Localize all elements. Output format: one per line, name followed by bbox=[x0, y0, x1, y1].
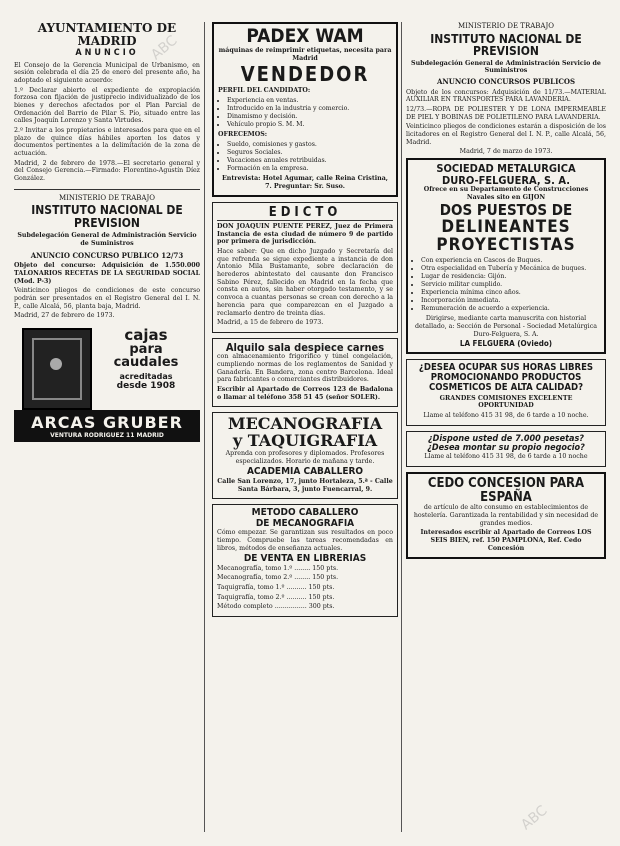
price-row: Método completo ................ 300 pts. bbox=[217, 603, 335, 611]
price-row: Taquigrafía, tomo 2.º .......... 150 pts. bbox=[217, 593, 335, 601]
ad-intro: Ofrece en su Departamento de Construcciones Navales sito en GIJON bbox=[423, 186, 589, 201]
list-item: • Formación en la empresa. bbox=[227, 165, 392, 173]
institute-subtitle: Subdelegación General de Administración Servicio de Suministros bbox=[17, 232, 197, 248]
metodo-ad bbox=[212, 504, 398, 617]
tender-text: 12/73.—ROPA DE POLIESTER Y DE LONA IMPERMEABLE DE PIEL Y BOBINAS DE POLIETILENO PARA LAVANDERIA. bbox=[406, 105, 606, 121]
brand-name: ARCAS GRUBER bbox=[31, 413, 183, 432]
column-left bbox=[14, 22, 200, 834]
concession-ad bbox=[406, 472, 606, 559]
ministry-label: MINISTERIO DE TRABAJO bbox=[457, 22, 555, 30]
notice-heading: DON JOAQUIN PUENTE PEREZ, Juez de Primera Instancia de esta ciudad de número 9 de partido por primera de jurisdicción. bbox=[217, 223, 393, 246]
tender-heading: ANUNCIO CONCURSOS PUBLICOS bbox=[436, 77, 576, 87]
notice-paragraph: 2.º Invitar a los propietarios e interesados para que en el plazo de quince días hábiles aporten los datos y documentos pertinentes a la delimitación de la zona de actuación. bbox=[14, 127, 200, 158]
safe-illustration bbox=[22, 328, 92, 410]
notice-paragraph: Madrid, 2 de febrero de 1978.—El secretario general y del Consejo Gerencia.—Firmado: Florentino-Agustín Díez González. bbox=[14, 159, 200, 183]
cosmetics-ad bbox=[406, 359, 606, 426]
list-item: • Servicio militar cumplido. bbox=[421, 281, 600, 289]
ad-headline: ¿DESEA OCUPAR SUS HORAS LIBRES PROMOCIONANDO PRODUCTOS COSMETICOS DE ALTA CALIDAD? bbox=[418, 361, 594, 393]
ministry-label: MINISTERIO DE TRABAJO bbox=[58, 193, 156, 202]
notice-paragraph: El Consejo de la Gerencia Municipal de Urbanismo, en sesión celebrada el día 25 de enero del presente año, ha adoptado el siguiente acuerdo: bbox=[14, 61, 200, 84]
company-name: DURO-FELGUERA, S. A. bbox=[442, 173, 570, 187]
ad-headline: ¿Dispone usted de 7.000 pesetas? bbox=[427, 433, 584, 444]
ad-headline: VENDEDOR bbox=[240, 62, 370, 87]
section-label: PERFIL DEL CANDIDATO: bbox=[218, 87, 311, 95]
list-item: • Remuneración de acuerdo a experiencia. bbox=[421, 305, 600, 313]
ad-title: DE MECANOGRAFIA bbox=[255, 517, 355, 529]
separator bbox=[14, 189, 200, 190]
tender-date: Madrid, 7 de marzo de 1973. bbox=[459, 148, 553, 156]
ad-word: desde 1908 bbox=[116, 381, 176, 391]
list-item: • Experiencia mínima cinco años. bbox=[421, 289, 600, 297]
notice-date: Madrid, a 15 de febrero de 1973. bbox=[217, 319, 324, 327]
ad-subtitle: máquinas de reimprimir etiquetas, necesita para Madrid bbox=[218, 46, 392, 62]
ad-title: Alquilo sala despiece carnes bbox=[225, 340, 385, 354]
list-item: • Experiencia en ventas. bbox=[227, 97, 392, 105]
ad-contact: Llame al teléfono 415 31 98, de 6 tarde a 10 noche bbox=[424, 453, 588, 461]
notice-body: Hace saber: Que en dicho Juzgado y Secretaría del que refrenda se sigue expediente a instancia de don Antonio Mila Bustamante, sobre declaración de herederos abintestato del causante don Francisco Sabino Pérez, fallecido en Madrid en la fecha que consta en autos, sin haber otorgado testamento, y se convoca a cuantas personas se crean con derecho a la herencia para que comparezcan en el Juzgado a reclamarlo dentro de treinta días. bbox=[217, 248, 393, 317]
padex-ad bbox=[212, 22, 398, 197]
brand-banner bbox=[14, 410, 200, 442]
ayuntamiento-notice bbox=[14, 22, 200, 183]
list-item: • Con experiencia en Cascos de Buques. bbox=[421, 257, 600, 265]
tender-text: Veinticinco pliegos de condiciones de este concurso podrán ser presentados en el Registro General del I. N. P., calle Alcalá, 56, planta baja, Madrid. bbox=[14, 287, 200, 310]
ad-title: METODO CABALLERO bbox=[251, 507, 359, 519]
ad-contact: Entrevista: Hotel Agumar, calle Reina Cristina, 7. Preguntar: Sr. Suso. bbox=[221, 175, 388, 190]
list-item: • Introducido en la industria y comercio. bbox=[227, 105, 392, 113]
requirements-list bbox=[412, 257, 600, 313]
ad-word: cajas bbox=[124, 326, 168, 344]
ad-contact: Llame al teléfono 415 31 98, de 6 tarde a 10 noche. bbox=[423, 411, 589, 419]
ad-subtitle: GRANDES COMISIONES EXCELENTE OPORTUNIDAD bbox=[439, 394, 573, 410]
ad-location: LA FELGUERA (Oviedo) bbox=[459, 339, 553, 349]
ad-headline: DOS PUESTOS DE bbox=[439, 201, 573, 220]
requirements-list bbox=[218, 97, 392, 129]
list-item: • Lugar de residencia: Gijón. bbox=[421, 273, 600, 281]
price-row: Mecanografía, tomo 2.º ........ 150 pts. bbox=[217, 574, 339, 582]
company-name: SOCIEDAD METALURGICA bbox=[436, 161, 576, 175]
column-right bbox=[406, 22, 606, 834]
ad-body: con almacenamiento frigorífico y túnel congelación, cumpliendo normas de los reglamentos de Sanidad y Ganadería. En Bandera, zona centro Barcelona. Ideal para fabricantes o comerciantes distribuidores. bbox=[217, 353, 393, 384]
notice-title: EDICTO bbox=[217, 206, 393, 221]
ad-word: para bbox=[129, 342, 163, 357]
ad-title: MECANOGRAFIA bbox=[227, 414, 383, 434]
ad-contact: Dirigirse, mediante carta manuscrita con historial detallado, a: Sección de Personal - Sociedad Metalúrgica Duro-Felguera, S. A. bbox=[415, 315, 597, 338]
ad-headline: ¿Desea montar su propio negocio? bbox=[427, 443, 585, 454]
inp-notice bbox=[14, 194, 200, 320]
list-item: • Seguros Sociales. bbox=[227, 149, 392, 157]
ad-headline: PROYECTISTAS bbox=[436, 235, 576, 255]
tender-text: Objeto de los concursos: Adquisición de 11/73.—MATERIAL AUXILIAR EN TRANSPORTES PARA LAVANDERIA. bbox=[406, 88, 606, 104]
ad-contact: Interesados escribir al Apartado de Correos LOS SEIS BIEN, ref. 150 PAMPLONA, Ref. Cedo Concesión bbox=[420, 529, 592, 552]
academy-address: Calle San Lorenzo, 17, junto Hortaleza, 5.ª - Calle Santa Bárbara, 3, junto Fuencarral, 9. bbox=[217, 477, 393, 493]
brand-address: VENTURA RODRIGUEZ 11 MADRID bbox=[50, 432, 164, 439]
ad-title: PADEX WAM bbox=[246, 25, 364, 47]
institute-title: INSTITUTO NACIONAL DE PREVISION bbox=[430, 31, 582, 59]
list-item: • Dinamismo y decisión. bbox=[227, 113, 392, 121]
section-label: OFRECEMOS: bbox=[218, 131, 268, 139]
ad-word: acreditadas bbox=[119, 372, 173, 381]
offers-list bbox=[218, 141, 392, 173]
tender-date: Madrid, 27 de febrero de 1973. bbox=[14, 312, 115, 320]
safe-ad bbox=[14, 328, 200, 440]
list-item: • Otra especialidad en Tubería y Mecánica de buques. bbox=[421, 265, 600, 273]
watermark-stamp: ABC bbox=[148, 32, 181, 64]
notice-paragraph: 1.º Declarar abierto el expediente de expropiación forzosa con fijación de justiprecio individualizado de los bienes y derechos afectados por el Plan Parcial de Ordenación del Barrio de Pilar S. Pío, situado entre las calles Joaquín Lorenzo y Santa Virtudes. bbox=[14, 86, 200, 125]
list-item: • Sueldo, comisiones y gastos. bbox=[227, 141, 392, 149]
ad-headline: CEDO CONCESION PARA ESPAÑA bbox=[427, 476, 585, 505]
duro-felguera-ad bbox=[406, 158, 606, 354]
safe-dial-icon bbox=[50, 358, 62, 370]
mecanografia-ad bbox=[212, 412, 398, 499]
ad-title: y TAQUIGRAFIA bbox=[232, 431, 378, 451]
institute-title: INSTITUTO NACIONAL DE PREVISION bbox=[31, 203, 183, 230]
ad-body: de artículo de alto consumo en establecimientos de hostelería. Garantizada la rentabilidad y sin necesidad de grandes medios. bbox=[413, 504, 599, 527]
ad-body: Cómo empezar. Se garantizan sus resultados en poco tiempo. Compruebe las tareas recomendadas en libros, métodos de enseñanza actuales. bbox=[217, 529, 393, 552]
price-row: Taquigrafía, tomo 1.º .......... 150 pts. bbox=[217, 584, 335, 592]
ad-body: Aprenda con profesores y diplomados. Profesores especializados. Horario de mañana y tarde. bbox=[225, 450, 385, 465]
list-item: • Incorporación inmediata. bbox=[421, 297, 600, 305]
ad-word: caudales bbox=[113, 355, 179, 370]
ad-headline: DELINEANTES bbox=[441, 217, 571, 238]
column-divider bbox=[204, 22, 205, 832]
tender-heading: ANUNCIO CONCURSO PUBLICO 12/73 bbox=[30, 250, 184, 260]
watermark-stamp: ABC bbox=[518, 802, 551, 834]
column-middle bbox=[212, 22, 398, 834]
edicto-notice bbox=[212, 202, 398, 332]
tender-text: Veinticinco pliegos de condiciones estarán a disposición de los licitadores en el Registro General del I. N. P., calle Alcalá, 56, Madrid. bbox=[406, 123, 606, 146]
inp-notice-2 bbox=[406, 22, 606, 156]
institute-subtitle: Subdelegación General de Administración Servicio de Suministros bbox=[411, 59, 601, 75]
venta-heading: DE VENTA EN LIBRERIAS bbox=[243, 553, 367, 565]
alquilo-ad bbox=[212, 338, 398, 408]
academy-name: ACADEMIA CABALLERO bbox=[246, 466, 364, 478]
notice-title: AYUNTAMIENTO DE MADRID bbox=[37, 22, 177, 48]
column-divider bbox=[401, 22, 402, 832]
price-row: Mecanografía, tomo 1.º ........ 150 pts. bbox=[217, 564, 339, 572]
notice-subtitle: ANUNCIO bbox=[75, 48, 139, 59]
business-ad bbox=[406, 431, 606, 468]
price-list bbox=[217, 565, 393, 611]
list-item: • Vacaciones anuales retribuidas. bbox=[227, 157, 392, 165]
tender-object: Objeto del concurso: Adquisición de 1.550.000 TALONARIOS RECETAS DE LA SEGURIDAD SOCIAL (Mod. P-3) bbox=[14, 262, 200, 285]
ad-contact: Escribir al Apartado de Correos 123 de Badalona o llamar al teléfono 358 51 45 (señor SOLER). bbox=[217, 386, 393, 401]
list-item: • Vehículo propio S. M. M. bbox=[227, 121, 392, 129]
